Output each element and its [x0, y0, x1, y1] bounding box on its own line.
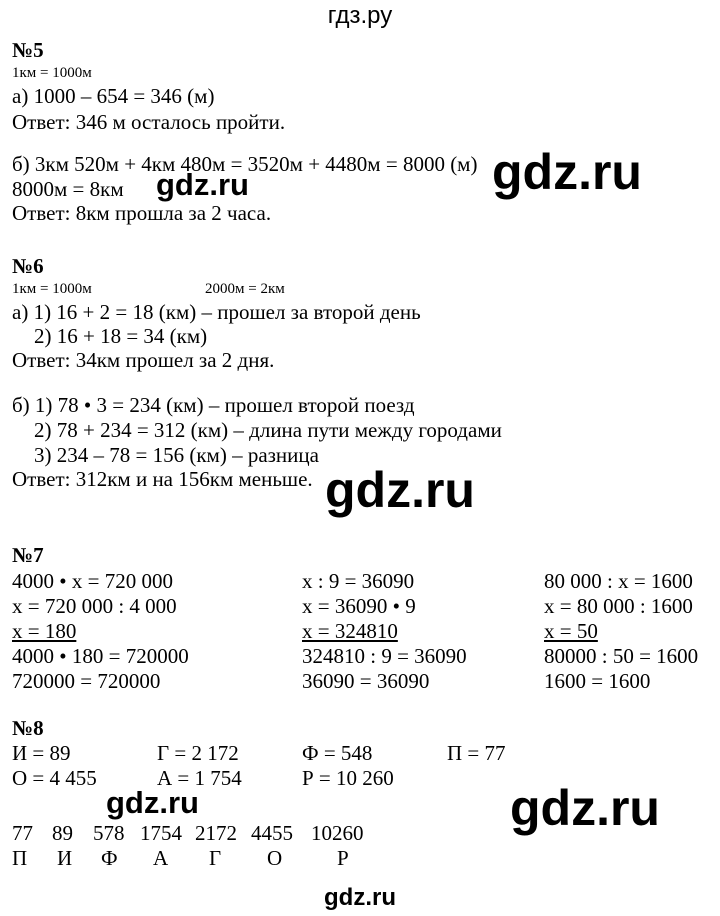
- task8-value: О = 4 455: [12, 766, 97, 790]
- task8-letter: О: [267, 846, 283, 870]
- task8-value: И = 89: [12, 741, 71, 765]
- task8-number: 10260: [311, 821, 364, 845]
- task7-col2-answer: x = 324810: [302, 619, 398, 643]
- task8-title: №8: [12, 716, 44, 740]
- task5-line: 8000м = 8км: [12, 177, 124, 201]
- task6-title: №6: [12, 254, 44, 278]
- task8-value: А = 1 754: [157, 766, 242, 790]
- task6-line: Ответ: 34км прошел за 2 дня.: [12, 348, 275, 372]
- task8-number: 2172: [195, 821, 237, 845]
- task7-col3-answer: x = 50: [544, 619, 598, 643]
- task8-letter: Р: [337, 846, 349, 870]
- task8-letter: Г: [209, 846, 222, 870]
- task8-number: 578: [93, 821, 125, 845]
- watermark: gdz.ru: [156, 167, 249, 202]
- task6-line: 3) 234 – 78 = 156 (км) – разница: [34, 443, 319, 467]
- task8-number: 1754: [140, 821, 182, 845]
- task6-note: 1км = 1000м: [12, 281, 92, 297]
- task7-col1-line: 4000 • x = 720 000: [12, 569, 173, 593]
- task6-line: 2) 16 + 18 = 34 (км): [34, 324, 208, 348]
- task8-number: 77: [12, 821, 33, 845]
- task8-value: Ф = 548: [302, 741, 373, 765]
- task8-letter: А: [153, 846, 169, 870]
- task6-line: б) 1) 78 • 3 = 234 (км) – прошел второй поезд: [12, 393, 415, 417]
- task7-title: №7: [12, 543, 44, 567]
- task5-line: Ответ: 346 м осталось пройти.: [12, 110, 286, 134]
- task8-letter: Ф: [101, 846, 118, 870]
- task8-number: 4455: [251, 821, 293, 845]
- task7-col2-line: x : 9 = 36090: [302, 569, 415, 593]
- task8-letter: П: [12, 846, 28, 870]
- task7-col1-line: 720000 = 720000: [12, 669, 161, 693]
- task5-note: 1км = 1000м: [12, 65, 92, 81]
- task5-line: а) 1000 – 654 = 346 (м): [12, 84, 215, 108]
- task6-note: 2000м = 2км: [205, 281, 285, 297]
- task7-col1-line: 4000 • 180 = 720000: [12, 644, 189, 668]
- task6-line: Ответ: 312км и на 156км меньше.: [12, 467, 313, 491]
- watermark: gdz.ru: [325, 462, 475, 518]
- task5-line: б) 3км 520м + 4км 480м = 3520м + 4480м = 8000 (м): [12, 152, 478, 176]
- watermark: gdz.ru: [106, 785, 199, 820]
- site-footer: gdz.ru: [324, 884, 396, 911]
- task7-col1-answer: x = 180: [12, 619, 77, 643]
- task8-value: Р = 10 260: [302, 766, 394, 790]
- task7-col2-line: x = 36090 • 9: [302, 594, 416, 618]
- task5-line: Ответ: 8км прошла за 2 часа.: [12, 201, 272, 225]
- task7-col3-line: 1600 = 1600: [544, 669, 651, 693]
- task8-value: Г = 2 172: [157, 741, 239, 765]
- task5-title: №5: [12, 38, 44, 62]
- watermark: gdz.ru: [492, 144, 642, 200]
- task7-col3-line: 80000 : 50 = 1600: [544, 644, 699, 668]
- task7-col2-line: 36090 = 36090: [302, 669, 430, 693]
- site-header: гдз.ру: [327, 2, 393, 29]
- task8-number: 89: [52, 821, 73, 845]
- task8-letter: И: [57, 846, 73, 870]
- task7-col2-line: 324810 : 9 = 36090: [302, 644, 467, 668]
- task8-value: П = 77: [447, 741, 506, 765]
- task6-line: 2) 78 + 234 = 312 (км) – длина пути между городами: [34, 418, 502, 442]
- task7-col3-line: x = 80 000 : 1600: [544, 594, 693, 618]
- task6-line: а) 1) 16 + 2 = 18 (км) – прошел за второй день: [12, 300, 421, 324]
- watermark: gdz.ru: [510, 780, 660, 836]
- task7-col3-line: 80 000 : x = 1600: [544, 569, 693, 593]
- task7-col1-line: x = 720 000 : 4 000: [12, 594, 177, 618]
